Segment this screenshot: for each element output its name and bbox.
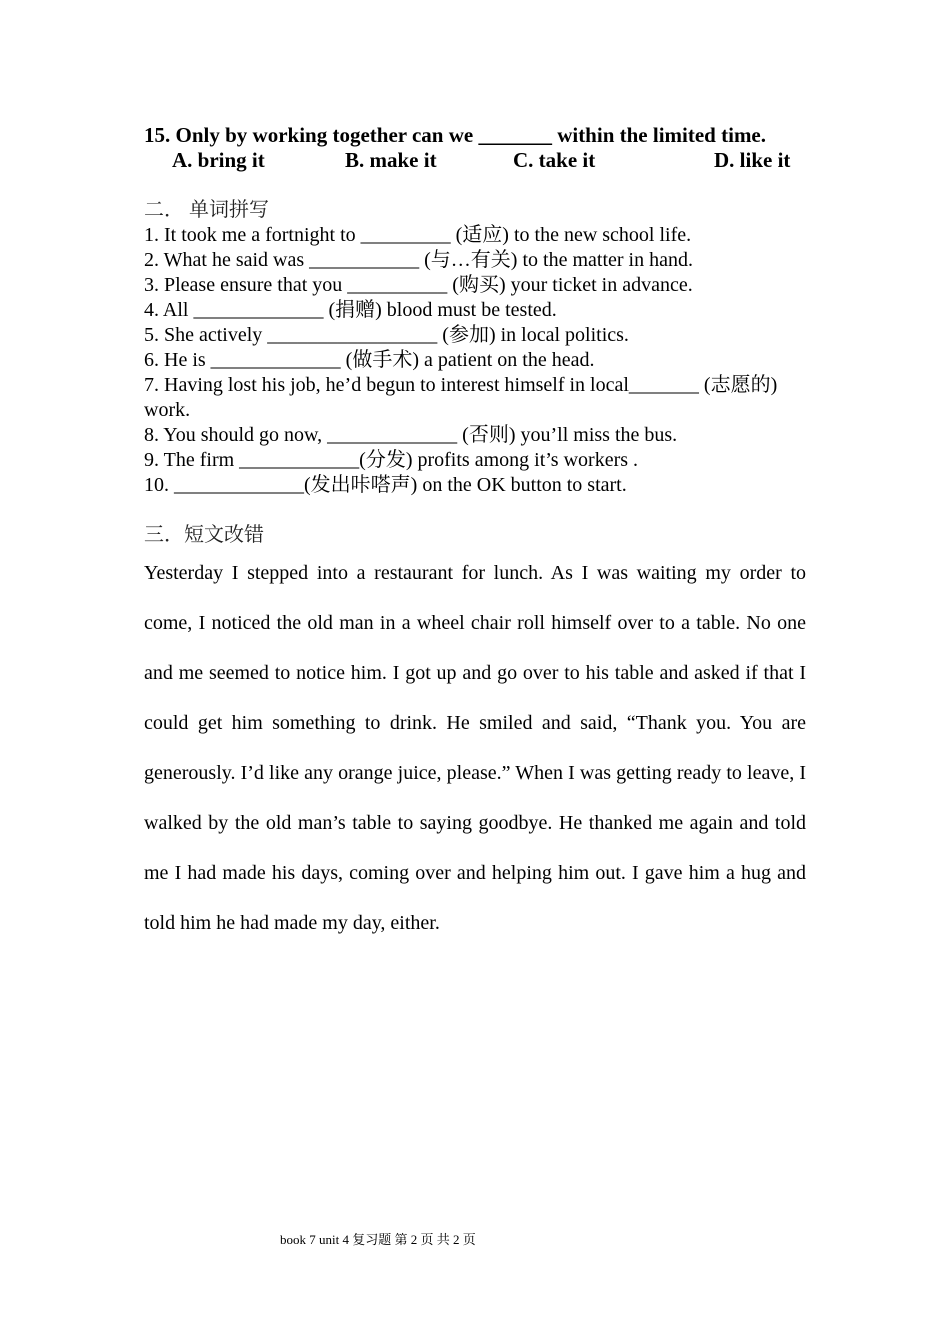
option-b: B. make it [345, 148, 437, 172]
option-d: D. like it [714, 148, 791, 172]
question-15-options [144, 148, 806, 173]
error-correction-passage: Yesterday I stepped into a restaurant for lunch. As I was waiting my order to come, I noticed the old man in a wheel chair roll himself over to a table. No one and me seemed to notice him. I got up and go over to his table and asked if that I could get him something to drink. He smiled and said, “Thank you. You are generously. I’d like any orange juice, please.” When I was getting ready to leave, I walked by the old man’s table to saying goodbye. He thanked me again and told me I had made his days, coming over and helping him out. I gave him a hug and told him he had made my day, either. [144, 562, 806, 934]
section-2-heading: 二． 单词拼写 [144, 199, 269, 221]
spelling-item-10: 10. _____________(发出咔嗒声) on the OK button to start. [144, 474, 627, 496]
spelling-item-5: 5. She actively _________________ (参加) in local politics. [144, 324, 629, 346]
spelling-item-3: 3. Please ensure that you __________ (购买) your ticket in advance. [144, 274, 693, 296]
option-a: A. bring it [172, 148, 265, 172]
question-15: 15. Only by working together can we _______ within the limited time. [144, 123, 767, 147]
spelling-item-6: 6. He is _____________ (做手术) a patient on the head. [144, 349, 595, 371]
spelling-item-9: 9. The firm ____________(分发) profits among it’s workers . [144, 449, 639, 471]
spelling-item-8: 8. You should go now, _____________ (否则) you’ll miss the bus. [144, 424, 678, 446]
page-footer: book 7 unit 4 复习题 第 2 页 共 2 页 [280, 1232, 476, 1247]
spelling-item-7: 7. Having lost his job, he’d begun to interest himself in local_______ (志愿的) work. [144, 374, 778, 421]
spelling-item-1: 1. It took me a fortnight to _________ (适应) to the new school life. [144, 224, 692, 246]
spelling-item-2: 2. What he said was ___________ (与…有关) to the matter in hand. [144, 249, 693, 271]
option-c: C. take it [513, 148, 596, 172]
section-3-heading: 三．短文改错 [144, 524, 264, 546]
spelling-item-4: 4. All _____________ (捐赠) blood must be tested. [144, 299, 557, 321]
worksheet-page [144, 123, 806, 948]
